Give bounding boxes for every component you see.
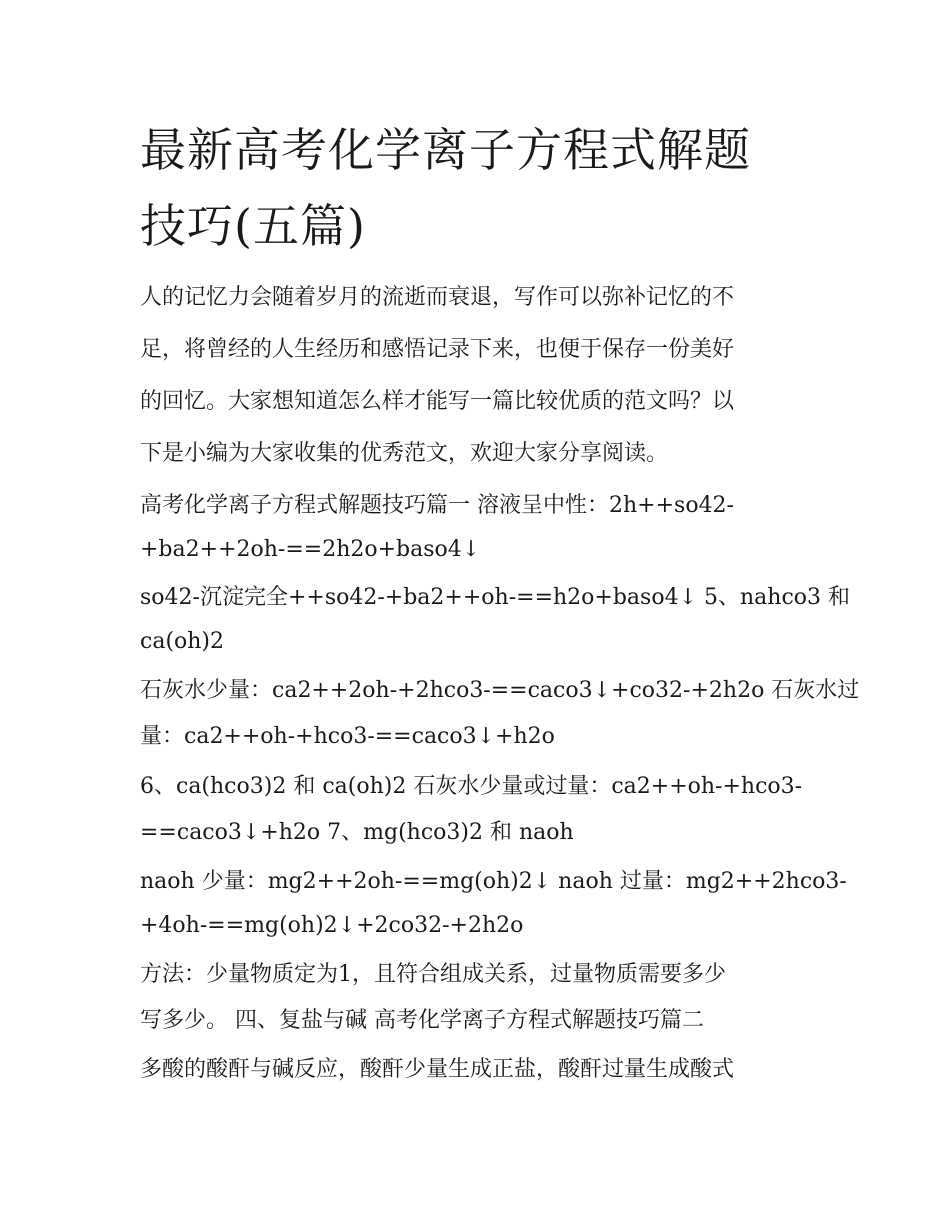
title-line: 技巧(五篇)	[140, 199, 366, 253]
intro-line: 下是小编为大家收集的优秀范文，欢迎大家分享阅读。	[140, 441, 669, 466]
paragraph-line: +ba2++2oh-==2h2o+baso4↓	[140, 537, 481, 562]
intro-line: 的回忆。大家想知道怎么样才能写一篇比较优质的范文吗？以	[140, 389, 735, 414]
paragraph-tip-one	[140, 484, 820, 572]
paragraph-tip-two	[140, 1048, 820, 1092]
paragraph-line: naoh 少量：mg2++2oh-==mg(oh)2↓ naoh 过量：mg2++2hco3-	[140, 869, 847, 894]
paragraph-line: 写多少。 四、复盐与碱 高考化学离子方程式解题技巧篇二	[140, 1008, 704, 1033]
intro-line: 人的记忆力会随着岁月的流逝而衰退，写作可以弥补记忆的不	[140, 285, 735, 310]
paragraph-line: ca(oh)2	[140, 629, 225, 654]
paragraph-naoh	[140, 860, 847, 948]
paragraph-line: 多酸的酸酐与碱反应，酸酐少量生成正盐，酸酐过量生成酸式	[140, 1057, 735, 1082]
paragraph-line: 高考化学离子方程式解题技巧篇一 溶液呈中性：2h++so42-	[140, 493, 734, 518]
title-line: 最新高考化学离子方程式解题	[140, 123, 751, 177]
paragraph-line: so42-沉淀完全++so42-+ba2++oh-==h2o+baso4↓ 5、nahco3 和	[140, 585, 851, 610]
paragraph-limewater	[140, 668, 860, 760]
paragraph-line: 石灰水少量：ca2++2oh-+2hco3-==caco3↓+co32-+2h2o 石灰水过	[140, 678, 860, 703]
intro-line: 足，将曾经的人生经历和感悟记录下来，也便于保存一份美好	[140, 337, 735, 362]
paragraph-line: 量：ca2++oh-+hco3-==caco3↓+h2o	[140, 724, 555, 749]
paragraph-line: 6、ca(hco3)2 和 ca(oh)2 石灰水少量或过量：ca2++oh-+hco3-	[140, 774, 803, 799]
paragraph-ca-hco3	[140, 764, 820, 856]
document-title	[140, 112, 820, 264]
intro-paragraph	[140, 272, 820, 480]
paragraph-method	[140, 952, 820, 1044]
paragraph-nahco3	[140, 576, 851, 664]
paragraph-line: +4oh-==mg(oh)2↓+2co32-+2h2o	[140, 913, 524, 938]
document-page	[140, 112, 860, 1092]
paragraph-line: ==caco3↓+h2o 7、mg(hco3)2 和 naoh	[140, 820, 574, 845]
paragraph-line: 方法：少量物质定为1，且符合组成关系，过量物质需要多少	[140, 962, 726, 987]
